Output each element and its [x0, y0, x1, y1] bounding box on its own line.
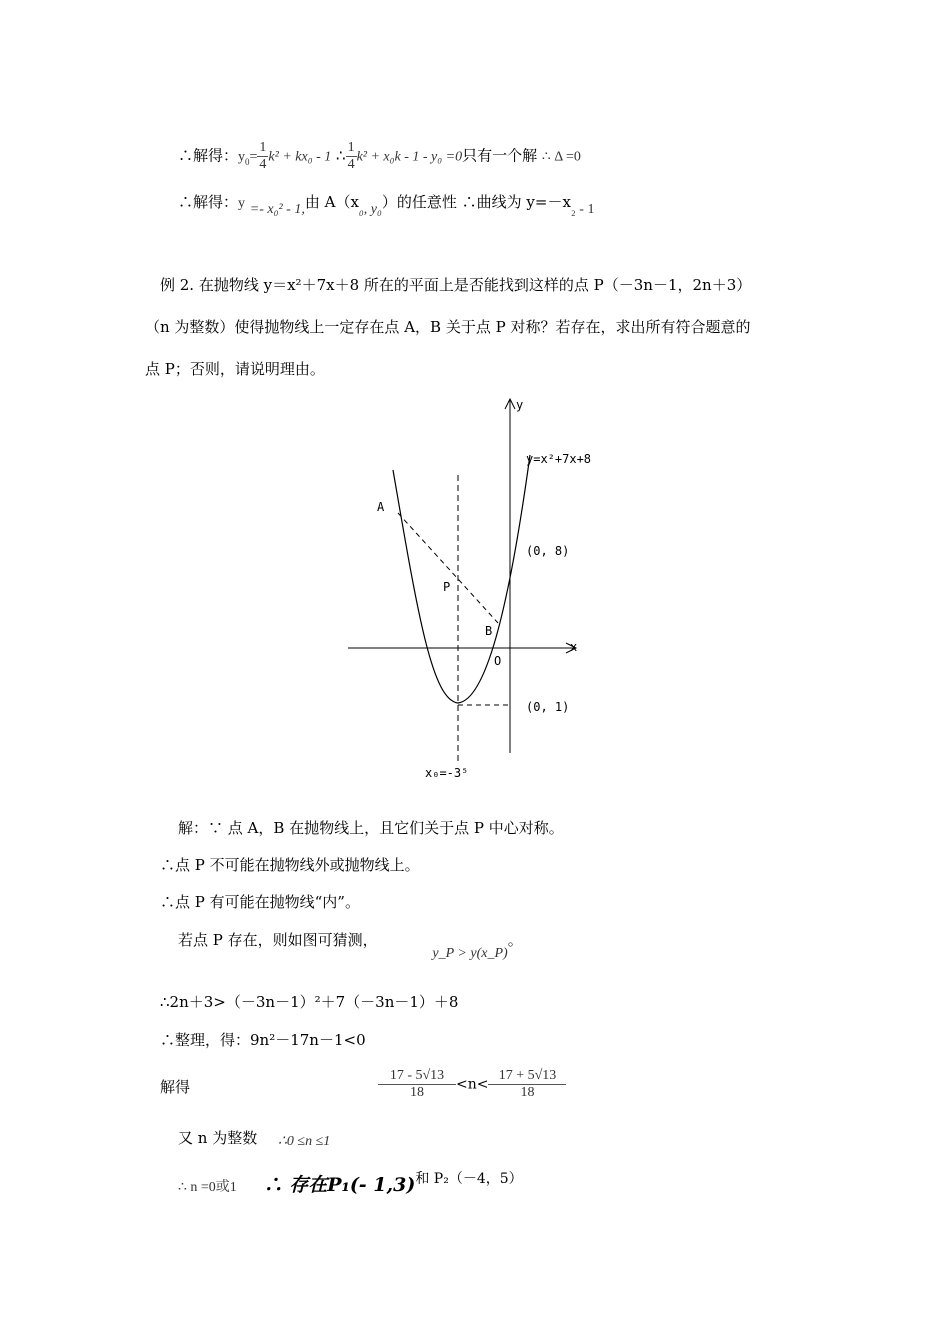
segment-AB [398, 513, 498, 623]
label-P: P [443, 580, 451, 594]
label-point-0-8: (0, 8) [526, 544, 570, 558]
solution-step-6: ∴整理，得：9n²－17n－1<0 [160, 1031, 366, 1049]
parabola-curve [393, 455, 530, 703]
step9-end: 和 P₂（－4，5） [415, 1171, 523, 1187]
line1-expr-b: k² + x₀k - 1 - y₀ =0 [356, 149, 463, 165]
line1-delta: ∴ Δ =0 [541, 149, 581, 165]
label-A: A [377, 500, 385, 514]
solution-step-8 [178, 1128, 330, 1150]
step8-math: ∴0 ≤n ≤1 [277, 1134, 331, 1149]
frac-den: 4 [259, 157, 267, 172]
label-point-0-1: (0, 1) [526, 700, 570, 714]
parabola-figure [340, 395, 610, 795]
solution-line-1 [178, 140, 581, 173]
frac-lower-den: 18 [410, 1085, 424, 1100]
solution-line-2 [178, 192, 595, 217]
line1-text: 只有一个解 [462, 146, 538, 165]
line2-tail: ₂ - 1 [570, 202, 595, 217]
line1-y0-sub: 0 [245, 156, 250, 167]
line2-expr: =- x₀² - 1, [249, 202, 305, 217]
step4-inequality: y_P > y(x_P) [432, 946, 508, 961]
therefore-symbol: ∴ [336, 146, 346, 165]
line1-prefix: ∴解得： [178, 146, 239, 165]
line2-text: 由 A（x [304, 193, 359, 211]
step9-exists: ∴ 存在P₁(- 1,3) [263, 1174, 416, 1196]
curve-label: y=x²+7x+8 [526, 452, 592, 466]
label-x0: x₀=-3⁵ [425, 766, 469, 780]
step9-math: ∴ n =0或1 [178, 1180, 237, 1195]
example-line-2: （n 为整数）使得抛物线上一定存在点 A，B 关于点 P 对称？若存在，求出所有符合题意的 [145, 318, 751, 336]
x-axis-label: x [570, 640, 578, 654]
fraction-one-quarter [257, 140, 268, 173]
solution-range [378, 1068, 566, 1101]
line1-y0: y [238, 149, 246, 165]
example-line-1: 例 2. 在抛物线 y＝x²＋7x＋8 所在的平面上是否能找到这样的点 P（－3n－1，2n＋3） [160, 276, 752, 294]
solution-step-1: 解：∵ 点 A，B 在抛物线上，且它们关于点 P 中心对称。 [178, 819, 564, 837]
frac-upper-num: 17 + 5√13 [488, 1068, 566, 1085]
range-inequality: <n< [456, 1076, 489, 1093]
frac-num: 1 [347, 140, 355, 155]
solution-step-3: ∴点 P 有可能在抛物线“内”。 [160, 893, 360, 911]
line1-eq: = [249, 149, 258, 165]
line1-expr-a: k² + kx₀ - 1 [268, 149, 332, 165]
line2-y0: y [238, 196, 246, 211]
solution-step-9 [178, 1171, 523, 1198]
label-B: B [485, 624, 493, 638]
frac-upper-den: 18 [520, 1085, 535, 1100]
frac-num: 1 [259, 140, 267, 155]
step8-text: 又 n 为整数 [178, 1129, 258, 1147]
solution-step-4 [178, 930, 523, 961]
step4-text: 若点 P 存在，则如图可猜测， [178, 931, 378, 949]
frac-den: 4 [347, 157, 355, 172]
solution-step-7: 解得 [160, 1078, 191, 1096]
solution-step-5: ∴2n＋3>（－3n－1）²＋7（－3n－1）＋8 [160, 993, 459, 1011]
fraction-one-quarter-2 [346, 140, 357, 173]
frac-lower-num: 17 - 5√13 [378, 1068, 456, 1085]
line2-point: ₀, y₀ [358, 202, 382, 217]
line2-prefix: ∴解得： [178, 193, 239, 211]
y-axis-label: y [516, 398, 524, 412]
label-O: O [494, 654, 502, 668]
fraction-lower-bound [378, 1068, 456, 1101]
solution-step-2: ∴点 P 不可能在抛物线外或抛物线上。 [160, 856, 420, 874]
step4-end: 。 [507, 931, 523, 949]
fraction-upper-bound [488, 1068, 566, 1101]
example-line-3: 点 P；否则，请说明理由。 [145, 360, 325, 378]
line2-text2: ）的任意性 ∴曲线为 y=－x [381, 193, 571, 211]
